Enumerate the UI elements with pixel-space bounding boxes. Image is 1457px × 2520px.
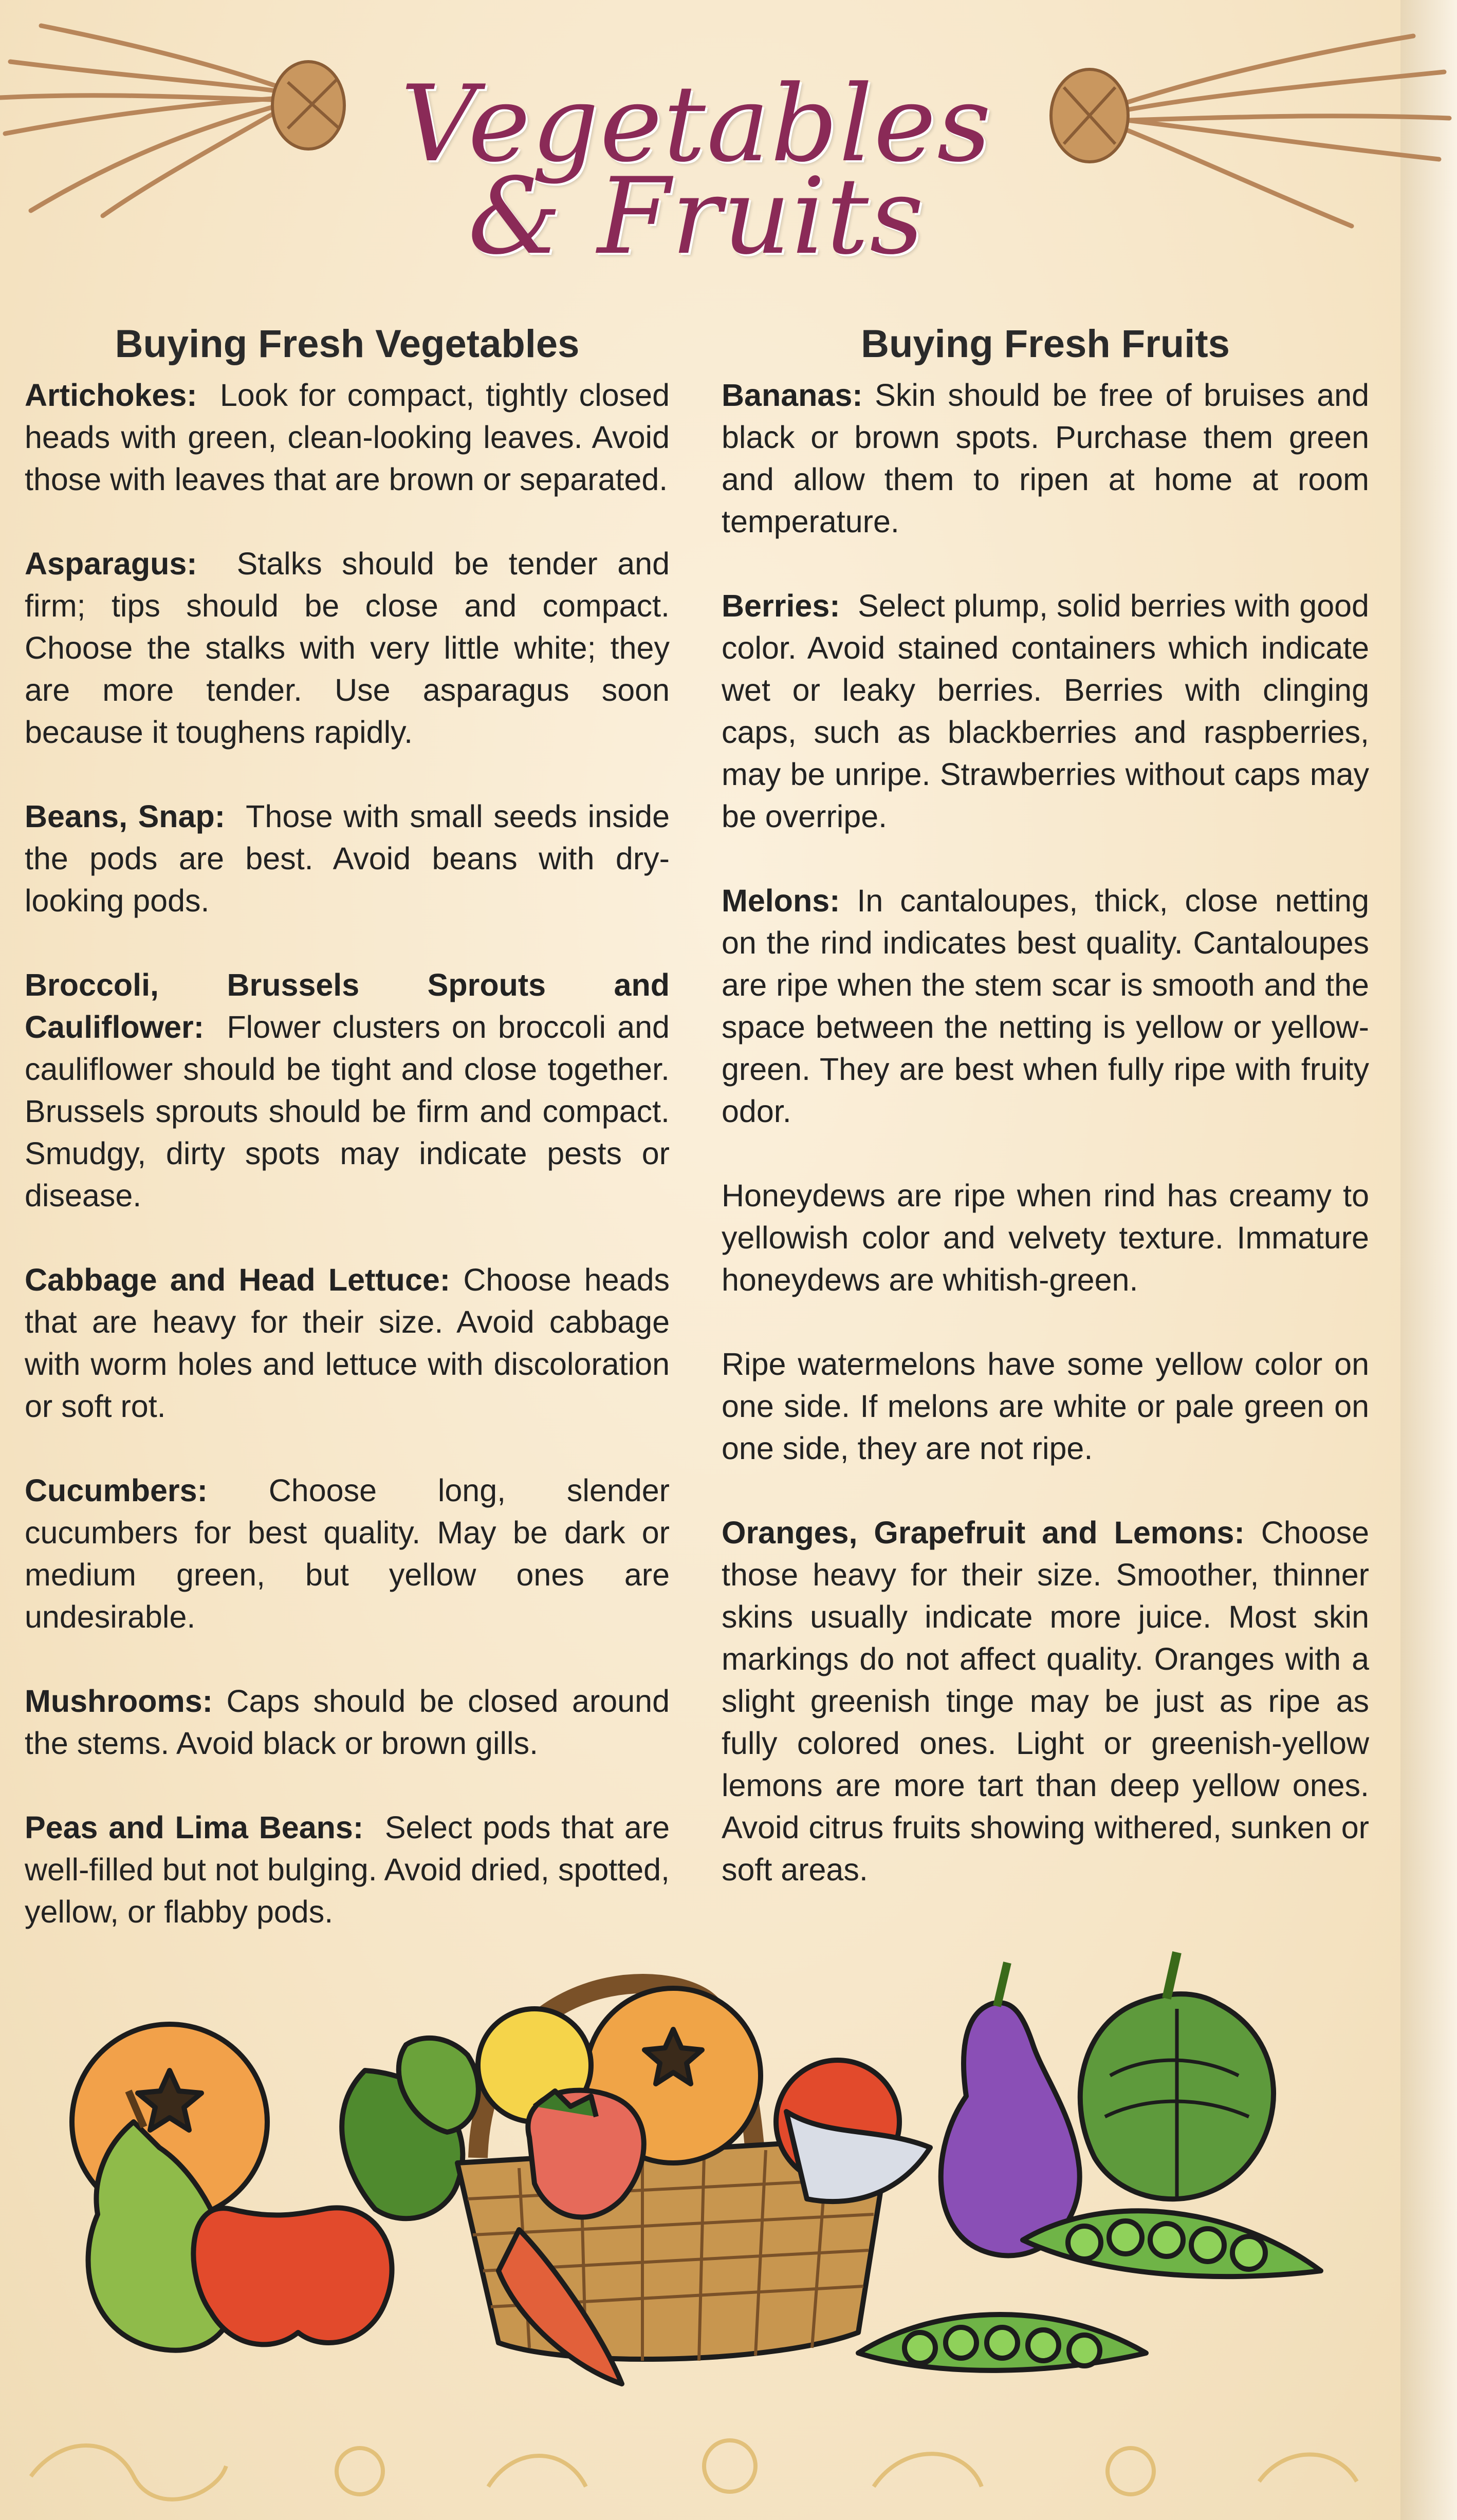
veg-item-text: Choose long, slender cucumbers for best quality. May be dark or medium green, but yellow ones are undesirable. — [25, 1473, 670, 1634]
veg-item — [25, 795, 670, 922]
veg-item-name: Mushrooms: — [25, 1684, 213, 1719]
veg-item-name: Artichokes: — [25, 378, 197, 413]
fruit-item-name: Oranges, Grapefruit and Lemons: — [722, 1515, 1245, 1550]
veg-item-name: Broccoli, Brussels Sprouts and Cauliflower: — [25, 967, 670, 1044]
fruit-item-text: In cantaloupes, thick, close netting on the rind indicates best quality. Cantaloupes are ripe when the stem scar is smooth and the space between the netting is yellow or yellow-green. They are best when fully ripe with fruity odor. — [722, 883, 1369, 1129]
veg-item — [25, 1680, 670, 1764]
produce-basket-illustration-icon — [57, 1942, 1352, 2404]
fruit-item-text: Honeydews are ripe when rind has creamy to yellowish color and velvety texture. Immature honeydews are whitish-green. — [722, 1178, 1369, 1297]
fruit-item — [722, 1511, 1369, 1891]
title-line-2: & Fruits — [468, 156, 925, 278]
veg-item — [25, 1259, 670, 1427]
veg-item-text: Caps should be closed around the stems. Avoid black or brown gills. — [25, 1684, 670, 1761]
veg-item-text: Those with small seeds inside the pods are best. Avoid beans with dry-looking pods. — [25, 799, 670, 918]
fruit-item — [722, 1343, 1369, 1469]
vegetables-heading: Buying Fresh Vegetables — [115, 322, 580, 366]
veg-item — [25, 543, 670, 753]
veg-item-text: Stalks should be tender and firm; tips should be close and compact. Choose the stalks with very little white; they are more tender. Use asparagus soon because it toughens rapidly. — [25, 546, 670, 750]
veg-item-name: Asparagus: — [25, 546, 197, 581]
fruit-item-name: Melons: — [722, 883, 840, 918]
veg-item-name: Cabbage and Head Lettuce: — [25, 1262, 451, 1297]
paper-edge — [1400, 0, 1457, 2520]
veg-item-name: Peas and Lima Beans: — [25, 1810, 364, 1845]
fruit-item — [722, 1174, 1369, 1301]
veg-item-text: Select pods that are well-filled but not bulging. Avoid dried, spotted, yellow, or flabby pods. — [25, 1810, 670, 1929]
veg-item-text: Flower clusters on broccoli and cauliflower should be tight and close together. Brussels sprouts should be firm and compact. Smudgy, dirty spots may indicate pests or disease. — [25, 1010, 670, 1213]
fruit-item-text: Select plump, solid berries with good color. Avoid stained containers which indicate wet or leaky berries. Berries with clinging caps, such as blackberries and raspberries, may be unripe. Strawberries without caps may be overripe. — [722, 588, 1369, 834]
veg-item — [25, 964, 670, 1217]
bottom-decorative-border-icon — [0, 2415, 1457, 2520]
title-line-1: Vegetables — [400, 63, 992, 185]
veg-item — [25, 1806, 670, 1933]
veg-item — [25, 1469, 670, 1638]
vegetables-column — [25, 319, 670, 1975]
veg-item-text: Look for compact, tightly closed heads with green, clean-looking leaves. Avoid those with leaves that are brown or separated. — [25, 378, 670, 497]
fruit-item — [722, 374, 1369, 543]
veg-item-name: Cucumbers: — [25, 1473, 208, 1508]
veg-item — [25, 374, 670, 500]
fruits-column — [722, 319, 1369, 1933]
fruit-item — [722, 880, 1369, 1132]
veg-item-text: Choose heads that are heavy for their size. Avoid cabbage with worm holes and lettuce with discoloration or soft rot. — [25, 1262, 670, 1424]
fruit-item-name: Berries: — [722, 588, 840, 623]
fruits-heading: Buying Fresh Fruits — [861, 322, 1230, 366]
veg-item-name: Beans, Snap: — [25, 799, 226, 834]
fruit-item-text: Ripe watermelons have some yellow color on one side. If melons are white or pale green on one side, they are not ripe. — [722, 1347, 1369, 1466]
fruit-item-text: Skin should be free of bruises and black or brown spots. Purchase them green and allow them to ripen at home at room temperature. — [722, 378, 1370, 539]
fruit-item — [722, 585, 1369, 837]
fruit-item-text: Choose those heavy for their size. Smoother, thinner skins usually indicate more juice. Most skin markings do not affect quality. Oranges with a slight greenish tinge may be just as ripe as fully colored ones. Light or greenish-yellow lemons are more tart than deep yellow ones. Avoid citrus fruits showing withered, sunken or soft areas. — [722, 1515, 1369, 1887]
fruit-item-name: Bananas: — [722, 378, 863, 413]
